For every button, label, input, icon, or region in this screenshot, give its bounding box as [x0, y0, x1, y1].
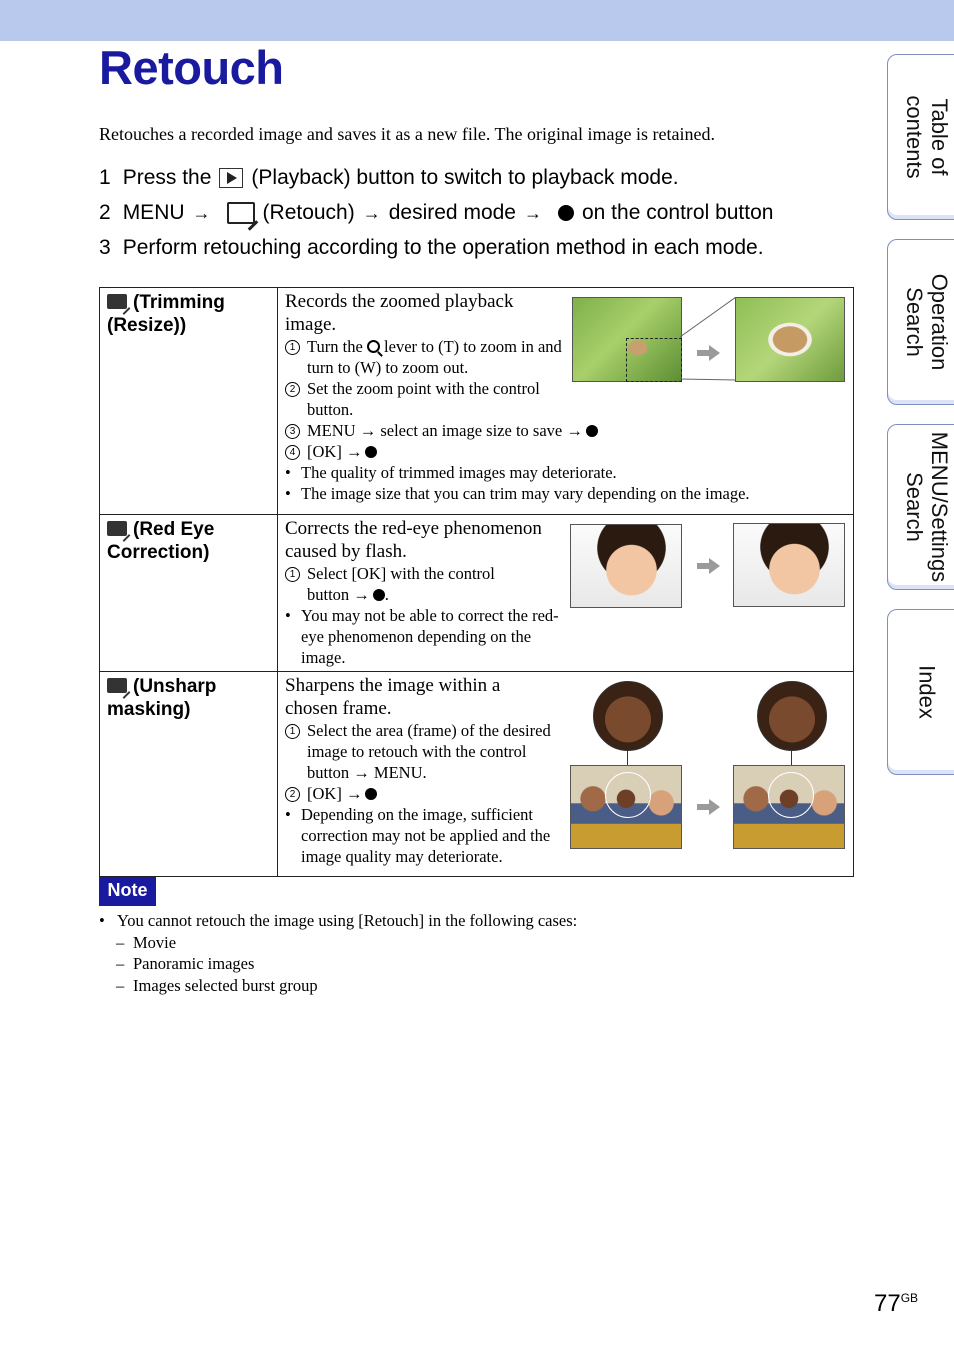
note-label: Note	[99, 877, 156, 906]
bird-photo-before	[572, 297, 682, 382]
table-row	[100, 515, 854, 672]
list-item: • Depending on the image, sufficient correction may not be applied and the image quality may deteriorate.	[285, 804, 561, 867]
zoom-icon	[367, 340, 380, 353]
arrow-icon: →	[362, 202, 381, 223]
step-number: 2	[99, 201, 111, 224]
step-text: Perform retouching according to the operation method in each mode.	[122, 236, 764, 259]
tab-menu-settings-search[interactable]: MENU/Settings Search	[887, 424, 954, 590]
group-photo-after	[733, 765, 845, 849]
list-item: • You cannot retouch the image using [Retouch] in the following cases:	[99, 910, 577, 932]
list-item: – Images selected burst group	[99, 975, 577, 997]
control-button-label: on the control button	[581, 201, 774, 224]
note-list	[99, 910, 577, 996]
list-item: 2 [OK] →	[285, 783, 846, 804]
mode-name: (Unsharp masking)	[107, 676, 217, 720]
arrow-icon: →	[345, 784, 363, 803]
center-button-icon	[365, 446, 377, 458]
mode-description: Sharpens the image within a chosen frame. 1 Select the area (frame) of the desired image to retouch with the control button → MENU. 2 [OK] → • Depending on the image, sufficient correction may not be applied and the image quality may deteriorate.	[278, 672, 853, 870]
child-photo-corrected	[733, 523, 845, 607]
step-number: 3	[99, 236, 111, 259]
zoom-guide-lines	[680, 297, 736, 381]
table-row	[100, 672, 854, 877]
center-button-icon	[586, 425, 598, 437]
bird-photo-after	[735, 297, 845, 382]
list-item: • The image size that you can trim may vary depending on the image.	[285, 483, 846, 504]
playback-icon	[219, 168, 243, 188]
tab-operation-search[interactable]: Operation Search	[887, 239, 954, 405]
mode-description: Records the zoomed playback image. 1 Turn the lever to (T) to zoom in and turn to (W) to zoom out. 2 Set the zoom point with the control button. 3 MENU → select an image size to save → 4 [OK] → • The quality of trimmed images may deteriorate. • The image size that you can trim may vary depending on the image.	[278, 288, 853, 507]
list-item: – Movie	[99, 932, 577, 954]
mode-description: Corrects the red-eye phenomenon caused by flash. 1 Select [OK] with the control button → . • You may not be able to correct the red-eye phenomenon depending on the image.	[278, 515, 853, 671]
trimming-icon	[107, 294, 127, 309]
retouch-modes-table	[99, 287, 854, 877]
connector-line	[627, 750, 628, 765]
list-item: – Panoramic images	[99, 953, 577, 975]
mode-name: (Trimming (Resize))	[107, 292, 225, 336]
table-row	[100, 288, 854, 515]
focus-frame	[768, 772, 814, 818]
list-item: 1 Select [OK] with the control button → .	[285, 563, 527, 605]
arrow-icon: →	[353, 585, 370, 604]
step-3	[99, 236, 764, 260]
arrow-icon: →	[345, 442, 363, 461]
arrow-icon: →	[566, 421, 583, 440]
list-item: 2 Set the zoom point with the control button.	[285, 378, 562, 420]
retouch-label: (Retouch)	[262, 201, 355, 224]
arrow-icon: →	[192, 202, 211, 223]
group-photo-before	[570, 765, 682, 849]
step-text: Press the	[122, 166, 212, 189]
red-eye-icon	[107, 521, 127, 536]
tab-table-of-contents[interactable]: Table of contents	[887, 54, 954, 220]
page-title: Retouch	[99, 41, 284, 94]
menu-label: MENU	[122, 201, 185, 224]
center-button-icon	[558, 205, 574, 221]
list-item: 1 Turn the lever to (T) to zoom in and turn to (W) to zoom out.	[285, 336, 562, 378]
mode-name: (Red Eye Correction)	[107, 519, 215, 563]
child-photo-red-eye	[570, 524, 682, 608]
step-1	[99, 166, 679, 190]
step-number: 1	[99, 166, 111, 189]
face-closeup-before	[593, 681, 663, 751]
tab-index[interactable]: Index	[887, 609, 954, 775]
arrow-icon: →	[359, 421, 377, 440]
zoom-frame	[626, 338, 682, 382]
center-button-icon	[373, 589, 385, 601]
focus-frame	[605, 772, 651, 818]
page-number: $77^{GB}$	[874, 1290, 919, 1317]
retouch-icon	[227, 202, 255, 224]
arrow-icon: →	[353, 763, 370, 782]
list-item: 4 [OK] →	[285, 441, 846, 462]
step-2	[99, 201, 773, 225]
face-closeup-after	[757, 681, 827, 751]
intro-text: Retouches a recorded image and saves it as a new file. The original image is retained.	[99, 124, 715, 144]
header-band	[0, 0, 954, 41]
unsharp-masking-icon	[107, 678, 127, 693]
mode-label: desired mode	[388, 201, 516, 224]
arrow-icon: →	[523, 202, 542, 223]
step-text: (Playback) button to switch to playback mode.	[251, 166, 679, 189]
arrow-right-icon	[709, 799, 720, 815]
list-item: • The quality of trimmed images may deteriorate.	[285, 462, 846, 483]
arrow-right-icon	[709, 558, 720, 574]
arrow-right-icon	[709, 345, 720, 361]
connector-line	[791, 750, 792, 765]
list-item: • You may not be able to correct the red-eye phenomenon depending on the image.	[285, 605, 566, 668]
list-item: 3 MENU → select an image size to save →	[285, 420, 846, 441]
list-item: 1 Select the area (frame) of the desired image to retouch with the control button → MENU.	[285, 720, 562, 783]
center-button-icon	[365, 788, 377, 800]
